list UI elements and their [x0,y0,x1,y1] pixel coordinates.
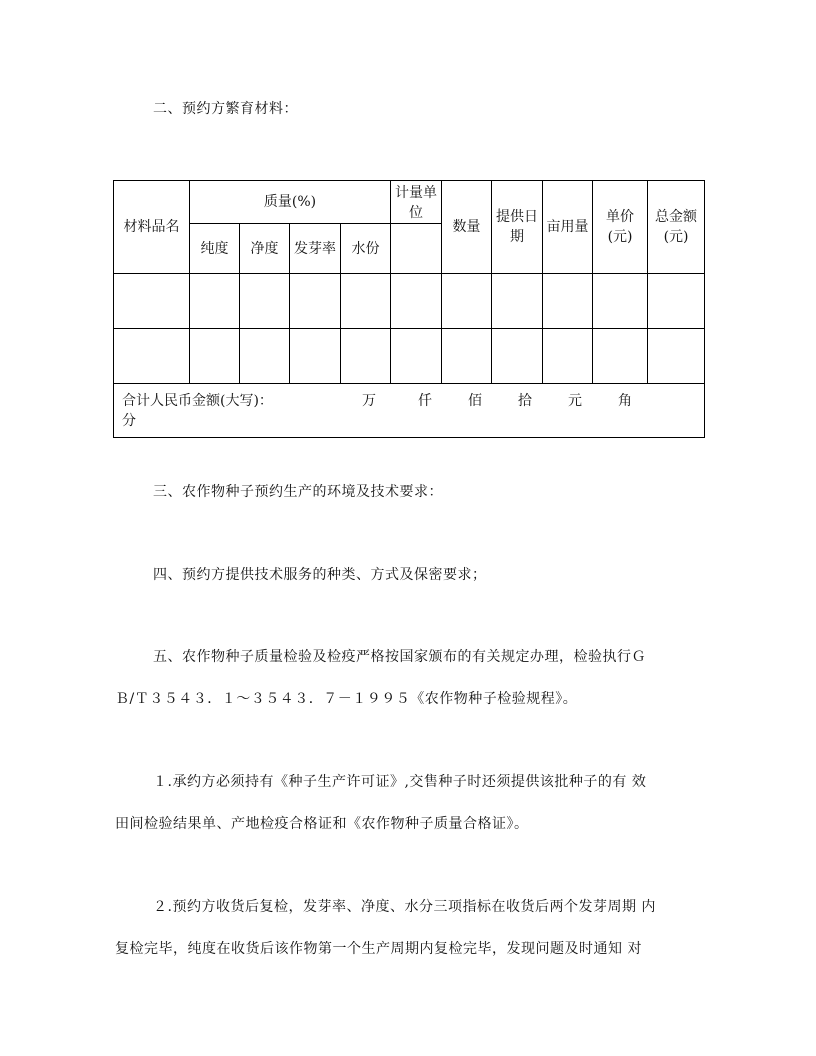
table-cell[interactable] [543,329,593,384]
table-row [114,329,705,384]
item-1-line-1: １.承约方必须持有《种子生产许可证》,交售种子时还须提供该批种子的有 效 [153,774,647,790]
header-measure-unit-blank [391,224,442,274]
table-cell[interactable] [492,274,543,329]
unit-shi: 拾 [518,392,532,409]
item-1-line-2: 田间检验结果单、产地检疫合格证和《农作物种子质量合格证》。 [115,816,529,832]
unit-qian: 仟 [418,392,432,409]
header-unit-price: 单价(元) [593,181,648,274]
section-4-heading: 四、预约方提供技术服务的种类、方式及保密要求； [153,567,487,583]
table-cell[interactable] [190,274,240,329]
table-cell[interactable] [391,329,442,384]
unit-fen: 分 [122,412,136,429]
table-cell[interactable] [290,274,341,329]
header-per-mu-amount: 亩用量 [543,181,593,274]
table-cell[interactable] [341,274,391,329]
header-total-amount: 总金额(元) [648,181,705,274]
table-cell[interactable] [593,329,648,384]
header-cleanliness: 净度 [240,224,290,274]
header-germination-rate: 发芽率 [290,224,341,274]
table-cell[interactable] [114,274,190,329]
table-cell[interactable] [648,274,705,329]
header-measure-unit: 计量单位 [391,181,442,224]
unit-wan: 万 [362,392,376,409]
table-cell[interactable] [648,329,705,384]
section-5-line-2: Ｂ/Ｔ３５４３．１～３５４３．７－１９９５《农作物种子检验规程》。 [115,691,578,707]
header-material-name: 材料品名 [114,181,190,274]
table-cell[interactable] [391,274,442,329]
unit-bai: 佰 [468,392,482,409]
section-5-line-1: 五、农作物种子质量检验及检疫严格按国家颁布的有关规定办理，检验执行Ｇ [153,649,646,665]
total-amount-row [114,384,705,438]
table-cell[interactable] [543,274,593,329]
unit-jiao: 角 [618,392,632,409]
table-row [114,274,705,329]
header-supply-date: 提供日期 [492,181,543,274]
table-cell[interactable] [290,329,341,384]
breeding-material-table [113,180,705,438]
table-cell[interactable] [114,329,190,384]
header-purity: 纯度 [190,224,240,274]
table-cell[interactable] [240,329,290,384]
table-cell[interactable] [492,329,543,384]
header-moisture: 水份 [341,224,391,274]
section-2-heading: 二、预约方繁育材料： [153,101,298,117]
table-cell[interactable] [442,274,492,329]
table-cell[interactable] [190,329,240,384]
table-cell[interactable] [593,274,648,329]
item-2-line-2: 复检完毕，纯度在收货后该作物第一个生产周期内复检完毕，发现问题及时通知 对 [115,941,642,957]
total-amount-label: 合计人民币金额(大写)： [122,392,273,409]
table-cell[interactable] [240,274,290,329]
item-2-line-1: ２.预约方收货后复检，发芽率、净度、水分三项指标在收货后两个发芽周期 内 [153,899,656,915]
header-quantity: 数量 [442,181,492,274]
header-quality: 质量(%) [190,181,391,224]
unit-yuan: 元 [568,392,582,409]
table-cell[interactable] [341,329,391,384]
table-cell[interactable] [442,329,492,384]
section-3-heading: 三、农作物种子预约生产的环境及技术要求： [153,484,443,500]
